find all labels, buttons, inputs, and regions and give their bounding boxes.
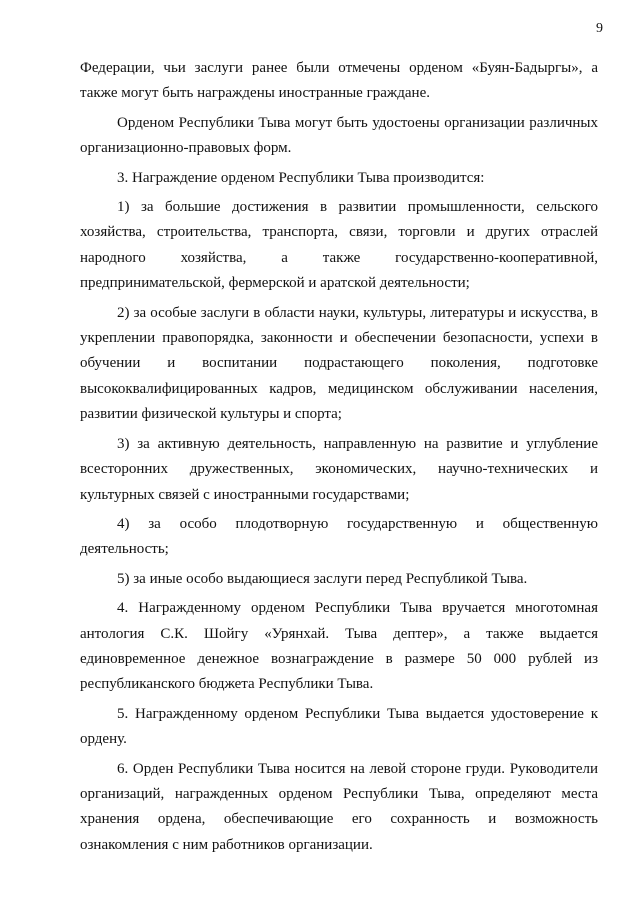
- paragraph-clause-5: 5. Награжденному орденом Республики Тыва выдается удостоверение к ордену.: [80, 705, 598, 748]
- paragraph-item-2: 2) за особые заслуги в области науки, культуры, литературы и искусства, в укреплении правопорядка, законности и обеспечении безопасности, успехи в обучении и воспитании подрастающего поколения, подготовке высококвалифицированных кадров, медицинском обслуживании населения, развитии физической культуры и спорта;: [80, 304, 598, 423]
- paragraph-item-5: 5) за иные особо выдающиеся заслуги перед Республикой Тыва.: [117, 570, 528, 587]
- paragraph-item-1: 1) за большие достижения в развитии промышленности, сельского хозяйства, строительства, транспорта, связи, торговли и других отраслей народного хозяйства, а также государственно-кооперативной, предпринимательской, фермерской и аратской деятельности;: [80, 199, 598, 292]
- page-number: 9: [596, 21, 603, 36]
- paragraph-organizations: Орденом Республики Тыва могут быть удостоены организации различных организационно-правовых форм.: [80, 114, 598, 157]
- paragraph-clause-4: 4. Награжденному орденом Республики Тыва вручается многотомная антология С.К. Шойгу «Урянхай. Тыва дептер», а также выдается единовременное денежное вознаграждение в размере 50 000 рублей из республиканского бюджета Республики Тыва.: [80, 600, 598, 693]
- paragraph-clause-6: 6. Орден Республики Тыва носится на левой стороне груди. Руководители организаций, награжденных орденом Республики Тыва, определяют места хранения ордена, обеспечивающие его сохранность и возможность ознакомления с ним работников организации.: [80, 760, 598, 853]
- paragraph-item-4: 4) за особо плодотворную государственную и общественную деятельность;: [80, 515, 598, 558]
- paragraph-continuation: Федерации, чьи заслуги ранее были отмечены орденом «Буян-Бадыргы», а также могут быть награждены иностранные граждане.: [80, 60, 598, 102]
- paragraph-clause-3: 3. Награждение орденом Республики Тыва производится:: [117, 169, 485, 186]
- paragraph-item-3: 3) за активную деятельность, направленную на развитие и углубление всесторонних дружественных, экономических, научно-технических и культурных связей с иностранными государствами;: [80, 435, 598, 503]
- document-body: [80, 56, 598, 862]
